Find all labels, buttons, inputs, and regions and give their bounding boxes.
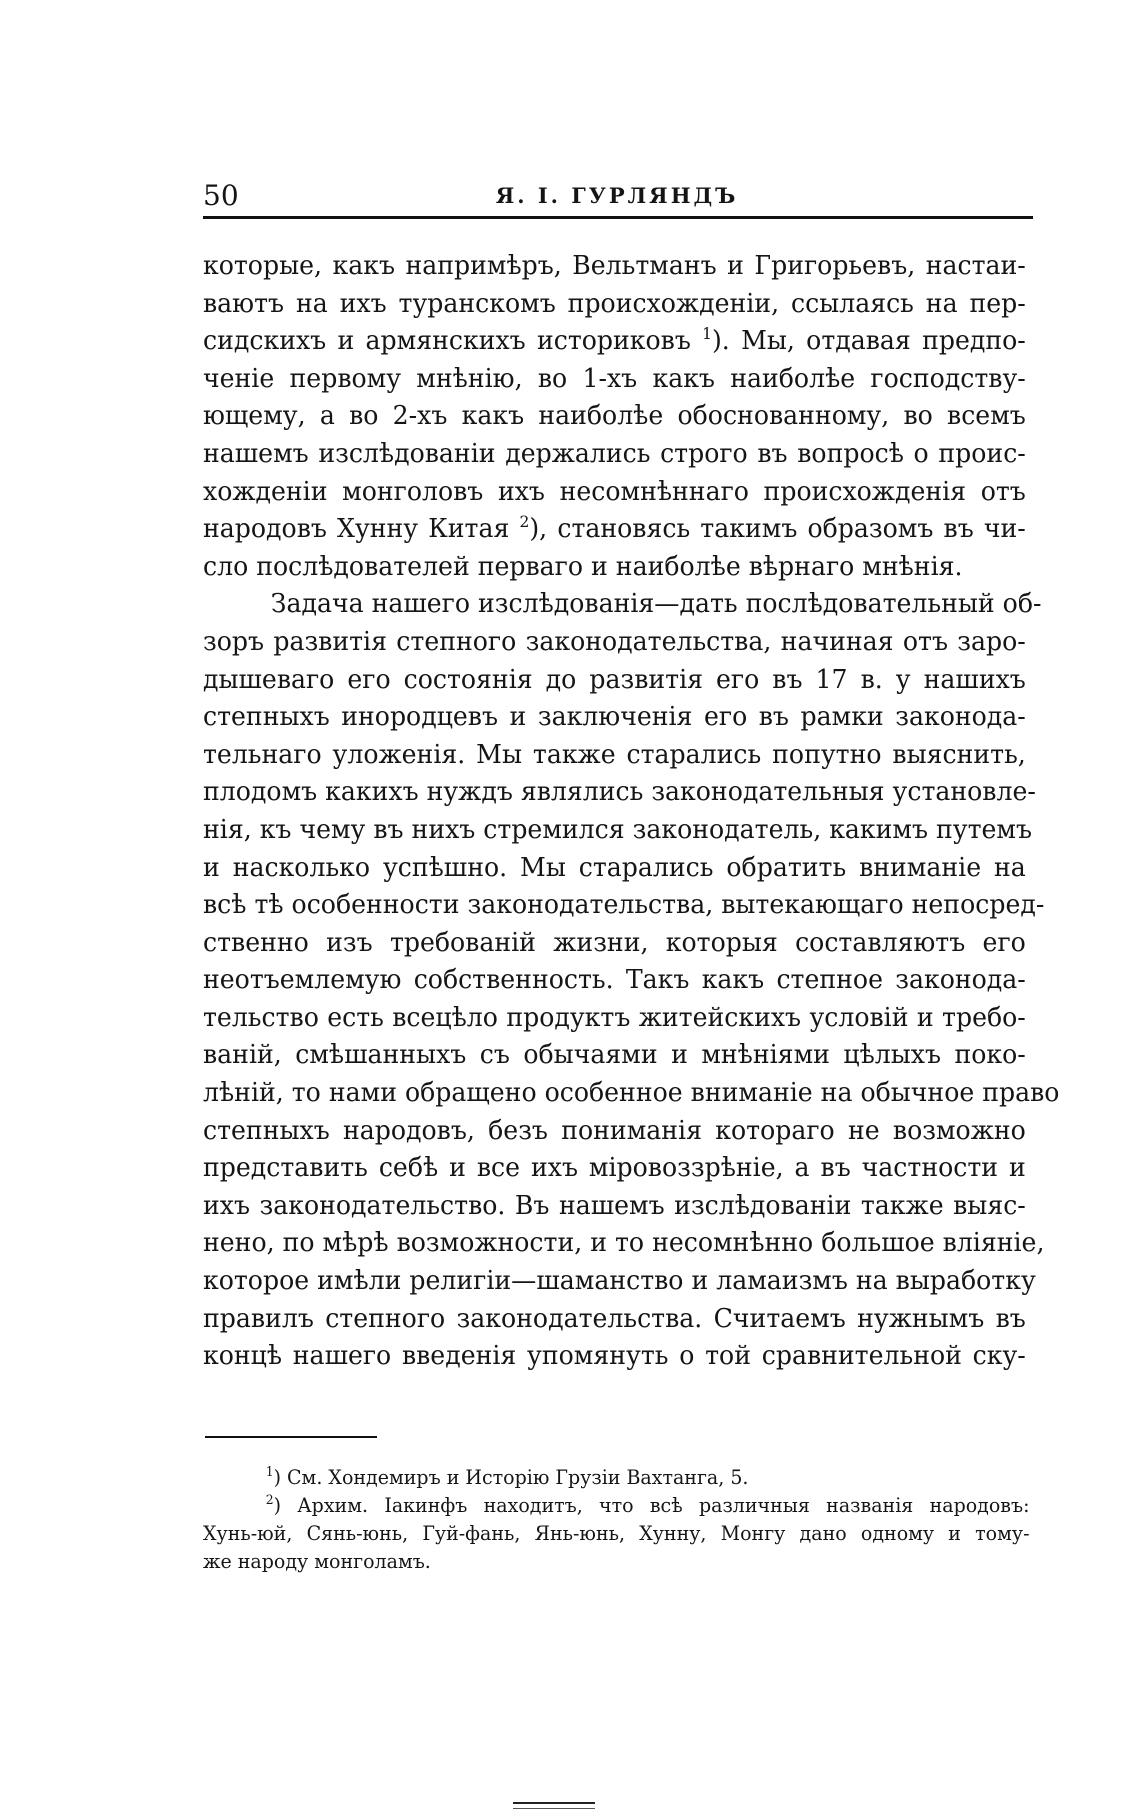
text-line xyxy=(203,511,1026,549)
text-line: ваютъ на ихъ туранскомъ происхожденіи, ссылаясь на пер- xyxy=(203,288,1026,319)
text-line: степныхъ народовъ, безъ пониманія котораго не возможно xyxy=(203,1115,1026,1146)
bottom-rule xyxy=(513,1802,595,1804)
running-head: Я. I. ГУРЛЯНДЪ xyxy=(495,183,739,208)
footnote-2 xyxy=(203,1491,1030,1519)
footnote-marker: 2 xyxy=(265,1493,274,1508)
header-rule xyxy=(203,216,1033,219)
bottom-rule xyxy=(513,1808,595,1809)
footnote-text-line: же народу монголамъ. xyxy=(203,1549,431,1573)
text-line: нія, къ чему въ нихъ стремился законодатель, какимъ путемъ xyxy=(203,814,1033,845)
text-line: дышеваго его состоянія до развитія его въ 17 в. у нашихъ xyxy=(203,664,1026,695)
text-line: ющему, а во 2-хъ какъ наиболѣе обоснованному, во всемъ xyxy=(203,401,1026,432)
text-segment: ), становясь такимъ образомъ въ чи- xyxy=(529,514,1026,545)
footnote-ref: 1 xyxy=(702,324,712,344)
footnote-text-line: Хунь-юй, Сянь-юнь, Гуй-фань, Янь-юнь, Хунну, Монгу дано одному и тому- xyxy=(203,1521,1030,1545)
text-line: тельнаго уложенія. Мы также старались попутно выяснить, xyxy=(203,739,1026,770)
page-header xyxy=(203,176,1031,216)
text-line: которые, какъ напримѣръ, Вельтманъ и Григорьевъ, настаи- xyxy=(203,251,1026,281)
text-line: плодомъ какихъ нуждъ являлись законодательныя установле- xyxy=(203,777,1036,808)
text-line: которое имѣли религіи—шаманство и ламаизмъ на выработку xyxy=(203,1266,1036,1297)
main-text xyxy=(203,248,1060,1376)
footnote-text: ) Архим. Іакинфъ находитъ, что всѣ различныя названія народовъ: xyxy=(273,1493,1030,1517)
text-line: Задача нашего изслѣдованія—дать послѣдовательный об- xyxy=(270,589,1042,620)
text-line: ченіе первому мнѣнію, во 1-хъ какъ наиболѣе господству- xyxy=(203,363,1026,394)
text-line: степныхъ инородцевъ и заключенія его въ рамки законода- xyxy=(203,702,1026,733)
text-line: тельство есть всецѣло продуктъ житейскихъ условій и требо- xyxy=(203,1002,1026,1033)
text-line: всѣ тѣ особенности законодательства, вытекающаго непосред- xyxy=(203,890,1045,921)
text-segment: ). Мы, отдавая предпо- xyxy=(711,326,1026,357)
text-line: зоръ развитія степного законодательства, начиная отъ заро- xyxy=(203,626,1026,657)
footnote-text: ) См. Хондемиръ и Исторію Грузіи Вахтанга, 5. xyxy=(273,1465,749,1489)
text-line: представить себѣ и все ихъ міровоззрѣніе, а въ частности и xyxy=(203,1153,1026,1184)
text-line: ваній, смѣшанныхъ съ обычаями и мнѣніями цѣлыхъ поко- xyxy=(203,1040,1026,1071)
page-number: 50 xyxy=(203,179,239,212)
text-line xyxy=(203,323,1026,361)
text-line: концѣ нашего введенія упомянуть о той сравнительной ску- xyxy=(203,1341,1026,1372)
footnotes xyxy=(203,1463,1030,1575)
text-line: правилъ степного законодательства. Считаемъ нужнымъ въ xyxy=(203,1303,1026,1334)
text-segment: народовъ Хунну Китая xyxy=(203,514,510,545)
text-line: ственно изъ требованій жизни, которыя составляютъ его xyxy=(203,927,1026,958)
text-segment: сидскихъ и армянскихъ историковъ xyxy=(203,326,691,357)
footnote-ref: 2 xyxy=(519,512,530,532)
text-line: лѣній, то нами обращено особенное вниманіе на обычное право xyxy=(203,1078,1060,1109)
footnote-marker: 1 xyxy=(265,1465,274,1480)
text-line: сло послѣдователей перваго и наиболѣе вѣрнаго мнѣнія. xyxy=(203,551,963,582)
text-line: нено, по мѣрѣ возможности, и то несомнѣнно большое вліяніе, xyxy=(203,1228,1045,1259)
text-line: неотъемлемую собственность. Такъ какъ степное законода- xyxy=(203,965,1026,996)
text-line: ихъ законодательство. Въ нашемъ изслѣдованіи также выяс- xyxy=(203,1190,1026,1221)
text-line: нашемъ изслѣдованіи держались строго въ вопросѣ о проис- xyxy=(203,438,1026,469)
footnote-1 xyxy=(203,1463,1030,1491)
text-line: хожденіи монголовъ ихъ несомнѣннаго происхожденія отъ xyxy=(203,476,1026,507)
text-line: и насколько успѣшно. Мы старались обратить вниманіе на xyxy=(203,852,1026,883)
footnote-rule xyxy=(205,1436,377,1438)
